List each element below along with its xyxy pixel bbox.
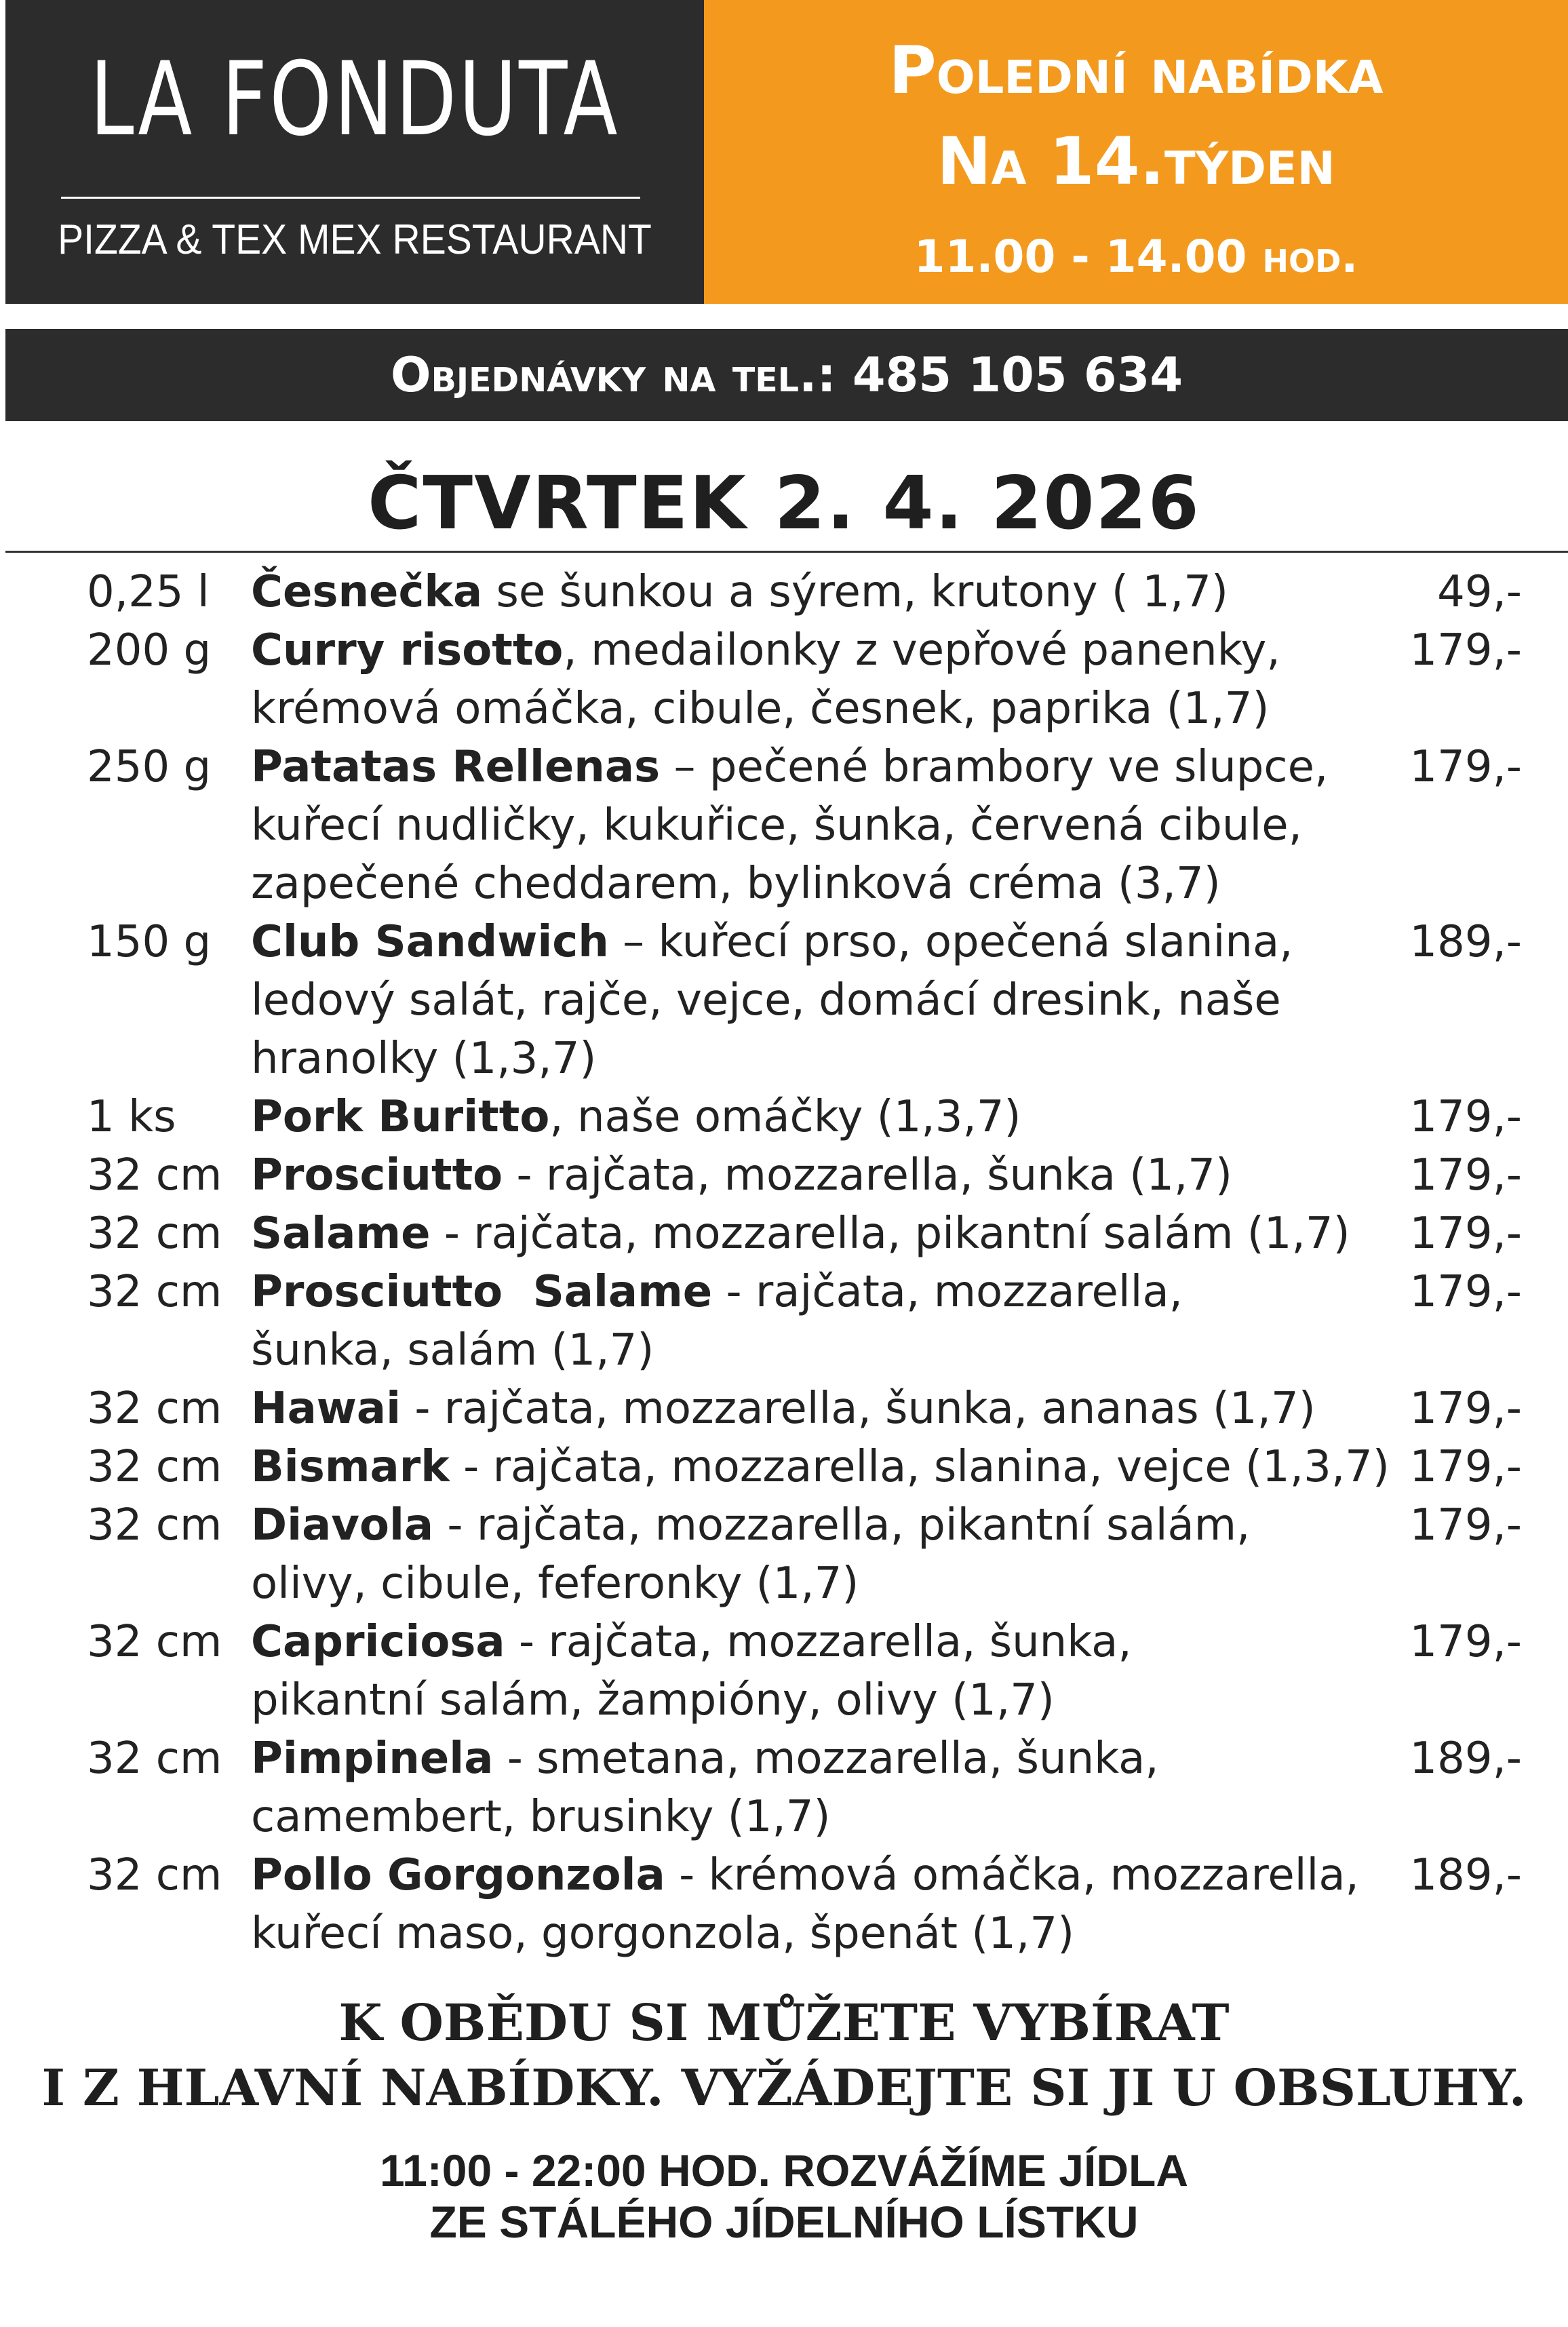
item-name: Prosciutto Salame <box>251 1267 713 1317</box>
offer-hours: 11.00 - 14.00 hod. <box>914 231 1358 283</box>
item-description: krémová omáčka, cibule, česnek, paprika (1,7) <box>251 684 1270 734</box>
item-name: Hawai <box>251 1384 401 1434</box>
restaurant-subtitle: PIZZA & TEX MEX RESTAURANT <box>58 216 652 263</box>
menu-item <box>0 1496 1568 1613</box>
item-description: - rajčata, mozzarella, šunka (1,7) <box>503 1150 1232 1200</box>
item-price: 179,- <box>1409 742 1522 792</box>
item-description: se šunkou a sýrem, krutony ( 1,7) <box>482 567 1228 617</box>
item-price: 49,- <box>1437 567 1522 617</box>
item-description: - rajčata, mozzarella, pikantní salám (1,7) <box>430 1209 1350 1259</box>
restaurant-name: LA FONDUTA <box>90 41 620 159</box>
item-quantity: 32 cm <box>87 1209 222 1259</box>
item-name: Curry risotto <box>251 625 564 676</box>
item-description: - rajčata, mozzarella, šunka, ananas (1,7) <box>401 1384 1316 1434</box>
item-price: 179,- <box>1409 1092 1522 1142</box>
item-name: Pork Buritto <box>251 1092 550 1142</box>
item-name: Prosciutto <box>251 1150 503 1200</box>
item-description: - rajčata, mozzarella, <box>712 1267 1183 1317</box>
item-description: kuřecí nudličky, kukuřice, šunka, červená cibule, <box>251 800 1302 850</box>
item-description: , naše omáčky (1,3,7) <box>549 1092 1021 1142</box>
item-quantity: 32 cm <box>87 1617 222 1667</box>
item-quantity: 32 cm <box>87 1500 222 1550</box>
item-description: - krémová omáčka, mozzarella, <box>665 1850 1359 1900</box>
menu-item <box>0 1438 1568 1496</box>
item-description: olivy, cibule, feferonky (1,7) <box>251 1559 859 1609</box>
main-menu-note-line1: K OBĚDU SI MŮŽETE VYBÍRAT <box>338 1994 1230 2052</box>
item-name: Diavola <box>251 1500 434 1550</box>
logo-divider <box>61 197 640 199</box>
menu-item <box>0 913 1568 1088</box>
item-description: - smetana, mozzarella, šunka, <box>493 1734 1159 1784</box>
item-quantity: 200 g <box>87 625 212 676</box>
offer-title: Polední nabídka <box>888 33 1384 109</box>
item-price: 179,- <box>1409 1617 1522 1667</box>
item-name: Salame <box>251 1209 431 1259</box>
item-quantity: 250 g <box>87 742 212 792</box>
restaurant-logo <box>5 0 704 304</box>
item-name: Patatas Rellenas <box>251 742 661 792</box>
item-description: - rajčata, mozzarella, šunka, <box>505 1617 1132 1667</box>
item-quantity: 0,25 l <box>87 567 210 617</box>
item-description: ledový salát, rajče, vejce, domácí dresink, naše <box>251 975 1281 1025</box>
menu-item <box>0 1380 1568 1438</box>
menu-item <box>0 1205 1568 1263</box>
item-quantity: 32 cm <box>87 1442 222 1492</box>
order-phone-bar: Objednávky na tel.: 485 105 634 <box>5 329 1568 421</box>
item-quantity: 32 cm <box>87 1734 222 1784</box>
item-description: – pečené brambory ve slupce, <box>660 742 1329 792</box>
item-quantity: 32 cm <box>87 1150 222 1200</box>
item-quantity: 150 g <box>87 917 212 967</box>
item-description: hranolky (1,3,7) <box>251 1034 597 1084</box>
item-name: Česnečka <box>251 567 483 617</box>
item-price: 189,- <box>1409 1850 1522 1900</box>
offer-week: Na 14.týden <box>937 123 1335 199</box>
menu-item <box>0 1846 1568 1963</box>
item-name: Capriciosa <box>251 1617 505 1667</box>
item-price: 179,- <box>1409 1150 1522 1200</box>
item-description: šunka, salám (1,7) <box>251 1325 654 1375</box>
menu-date: ČTVRTEK 2. 4. 2026 <box>368 461 1200 546</box>
item-description: – kuřecí prso, opečená slanina, <box>608 917 1293 967</box>
item-price: 179,- <box>1409 1209 1522 1259</box>
item-name: Pimpinela <box>251 1734 494 1784</box>
item-price: 189,- <box>1409 1734 1522 1784</box>
header-divider <box>5 551 1568 553</box>
menu-item <box>0 1263 1568 1380</box>
item-description: - rajčata, mozzarella, slanina, vejce (1,3,7) <box>449 1442 1390 1492</box>
item-quantity: 32 cm <box>87 1267 222 1317</box>
item-description: pikantní salám, žampióny, olivy (1,7) <box>251 1675 1055 1725</box>
item-price: 189,- <box>1409 917 1522 967</box>
item-description: camembert, brusinky (1,7) <box>251 1792 831 1842</box>
item-quantity: 32 cm <box>87 1850 222 1900</box>
menu-item <box>0 738 1568 913</box>
menu-item <box>0 1729 1568 1846</box>
menu-item <box>0 621 1568 738</box>
item-price: 179,- <box>1409 1384 1522 1434</box>
main-menu-note-line2: I Z HLAVNÍ NABÍDKY. VYŽÁDEJTE SI JI U OBSLUHY. <box>41 2059 1527 2117</box>
item-price: 179,- <box>1409 625 1522 676</box>
menu-item <box>0 563 1568 621</box>
item-name: Bismark <box>251 1442 450 1492</box>
item-description: , medailonky z vepřové panenky, <box>563 625 1280 676</box>
delivery-note-line2: ZE STÁLÉHO JÍDELNÍHO LÍSTKU <box>429 2197 1139 2247</box>
delivery-note-line1: 11:00 - 22:00 HOD. ROZVÁŽÍME JÍDLA <box>380 2145 1188 2195</box>
item-name: Club Sandwich <box>251 917 609 967</box>
delivery-note <box>0 2145 1568 2248</box>
item-price: 179,- <box>1409 1500 1522 1550</box>
item-name: Pollo Gorgonzola <box>251 1850 665 1900</box>
lunch-offer-header <box>704 0 1568 304</box>
item-price: 179,- <box>1409 1267 1522 1317</box>
item-description: kuřecí maso, gorgonzola, špenát (1,7) <box>251 1909 1075 1959</box>
menu-item <box>0 1088 1568 1146</box>
item-description: - rajčata, mozzarella, pikantní salám, <box>433 1500 1251 1550</box>
menu-item <box>0 1613 1568 1729</box>
item-description: zapečené cheddarem, bylinková créma (3,7) <box>251 859 1221 909</box>
item-price: 179,- <box>1409 1442 1522 1492</box>
menu-list <box>0 563 1568 1963</box>
main-menu-note <box>0 1991 1568 2121</box>
menu-item <box>0 1146 1568 1205</box>
item-quantity: 32 cm <box>87 1384 222 1434</box>
item-quantity: 1 ks <box>87 1092 176 1142</box>
